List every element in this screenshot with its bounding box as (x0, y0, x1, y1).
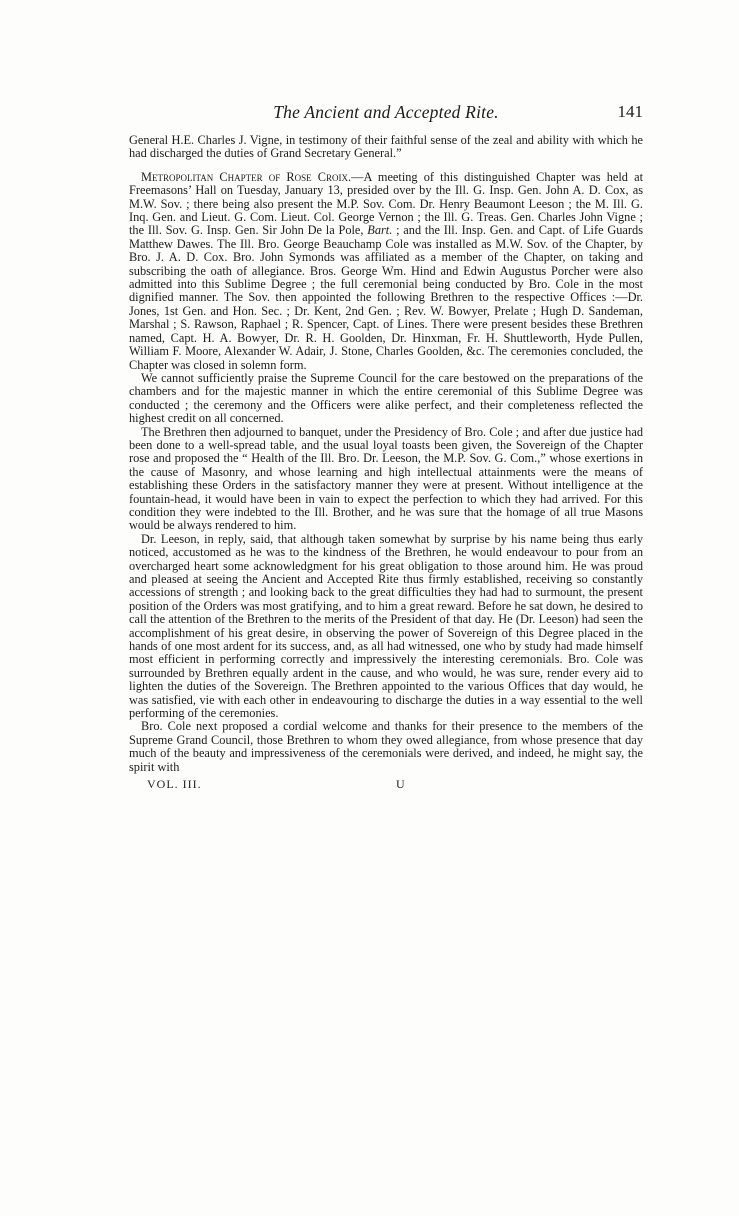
paragraph-metropolitan-chapter-tail: ; and the Ill. Insp. Gen. and Capt. of Life Guards Matthew Dawes. The Ill. Bro. George Beauchamp Cole was installed as M.W. Sov. of the Chapter, by Bro. J. A. D. Cox. Bro. John Symonds was affiliated as a member of the Chapter, on taking and subscribing the oath of allegiance. Bros. George Wm. Hind and Edwin Augustus Porcher were also admitted into this Sublime Degree ; the full ceremonial being conducted by Bro. Cole in the most dignified manner. The Sov. then appointed the following Brethren to the respective Offices :—Dr. Jones, 1st Gen. and Hon. Sec. ; Dr. Kent, 2nd Gen. ; Rev. W. Bowyer, Prelate ; Hugh D. Sandeman, Marshal ; S. Rawson, Raphael ; R. Spencer, Capt. of Lines. There were present besides these Brethren named, Capt. H. A. Bowyer, Dr. R. H. Goolden, Dr. Hinxman, Fr. H. Shuttleworth, Hyde Pullen, William F. Moore, Alexander W. Adair, J. Stone, Charles Goolden, &c. The ceremonies concluded, the Chapter was closed in solemn form. (129, 223, 643, 372)
running-head (129, 102, 643, 124)
paragraph-vigne-tribute: General H.E. Charles J. Vigne, in testimony of their faithful sense of the zeal and ability with which he had discharged the duties of Grand Secretary General.” (129, 133, 643, 161)
paragraph-metropolitan-chapter-body: —A meeting of this distinguished Chapter was held at Freemasons’ Hall on Tuesday, January 13, presided over by the Ill. G. Insp. Gen. John A. D. Cox, as M.W. Sov. ; there being also present the M.P. Sov. Com. Dr. Henry Beaumont Leeson ; the M. Ill. G. Inq. Gen. and Lieut. G. Com. Lieut. Col. George Vernon ; the Ill. G. Treas. Gen. Charles John Vigne ; the Ill. Sov. G. Insp. Gen. Sir John De la Pole, (129, 169, 643, 238)
document-page (0, 102, 739, 1216)
page-number: 141 (617, 102, 643, 121)
abbreviation-bart: Bart. (367, 223, 393, 238)
paragraph-praise-supreme-council: We cannot sufficiently praise the Supreme Council for the care bestowed on the preparations of the chambers and for the majestic manner in which the entire ceremonial of this Sublime Degree was conducted ; the ceremony and the Officers were alike perfect, and their completeness reflected the highest credit on all concerned. (129, 370, 643, 426)
paragraph-metropolitan-chapter (129, 171, 643, 372)
article-body (129, 134, 643, 774)
paragraph-cole-welcome: Bro. Cole next proposed a cordial welcome and thanks for their presence to the members of the Supreme Grand Council, those Brethren to whom they owed allegiance, from whose presence that day much of the beauty and impressiveness of the ceremonials were derived, and indeed, he might say, the spirit with (129, 719, 643, 774)
signature-mark: U (396, 777, 405, 792)
paragraph-banquet: The Brethren then adjourned to banquet, under the Presidency of Bro. Cole ; and after due justice had been done to a well-spread table, and the usual loyal toasts been given, the Sovereign of the Chapter rose and proposed the “ Health of the Ill. Bro. Dr. Leeson, the M.P. Sov. G. Com.,” whose exertions in the cause of Masonry, and whose learning and high intellectual attainments were the means of establishing these Orders in the satisfactory manner they were at present. Without intelligence at the fountain-head, it would have been in vain to expect the perfection to which they had arrived. For this condition they were indebted to the Ill. Brother, and he was sure that the homage of all true Masons would be always rendered to him. (129, 424, 643, 533)
section-heading-metropolitan-chapter: Metropolitan Chapter of Rose Croix. (141, 169, 352, 184)
paragraph-leeson-reply: Dr. Leeson, in reply, said, that although taken somewhat by surprise by his name being thus early noticed, accustomed as he was to the kindness of the Brethren, he would endeavour to pour from an overcharged heart some acknowledgment for his great obligation to those around him. He was proud and pleased at seeing the Ancient and Accepted Rite thus firmly established, receiving so constantly accessions of strength ; and looking back to the great difficulties they had had to surmount, the present position of the Orders was most gratifying, and to him a great reward. Before he sat down, he desired to call the attention of the Brethren to the merits of the President of that day. He (Dr. Leeson) had seen the accomplishment of his great desire, in observing the power of Sovereign of this Degree placed in the hands of one most ardent for its success, and, as all had witnessed, one who by study had made himself most efficient in performing correctly and impressively the interesting ceremonials. Bro. Cole was surrounded by Brethren equally ardent in the cause, and who would, he was sure, render every aid to lighten the duties of the Sovereign. The Brethren appointed to the various Offices that day would, he was satisfied, vie with each other in endeavouring to discharge the duties in a way essential to the well performing of the ceremonies. (129, 531, 643, 721)
page-footer (129, 777, 643, 793)
volume-mark: VOL. III. (147, 777, 202, 792)
running-title: The Ancient and Accepted Rite. (273, 102, 499, 122)
